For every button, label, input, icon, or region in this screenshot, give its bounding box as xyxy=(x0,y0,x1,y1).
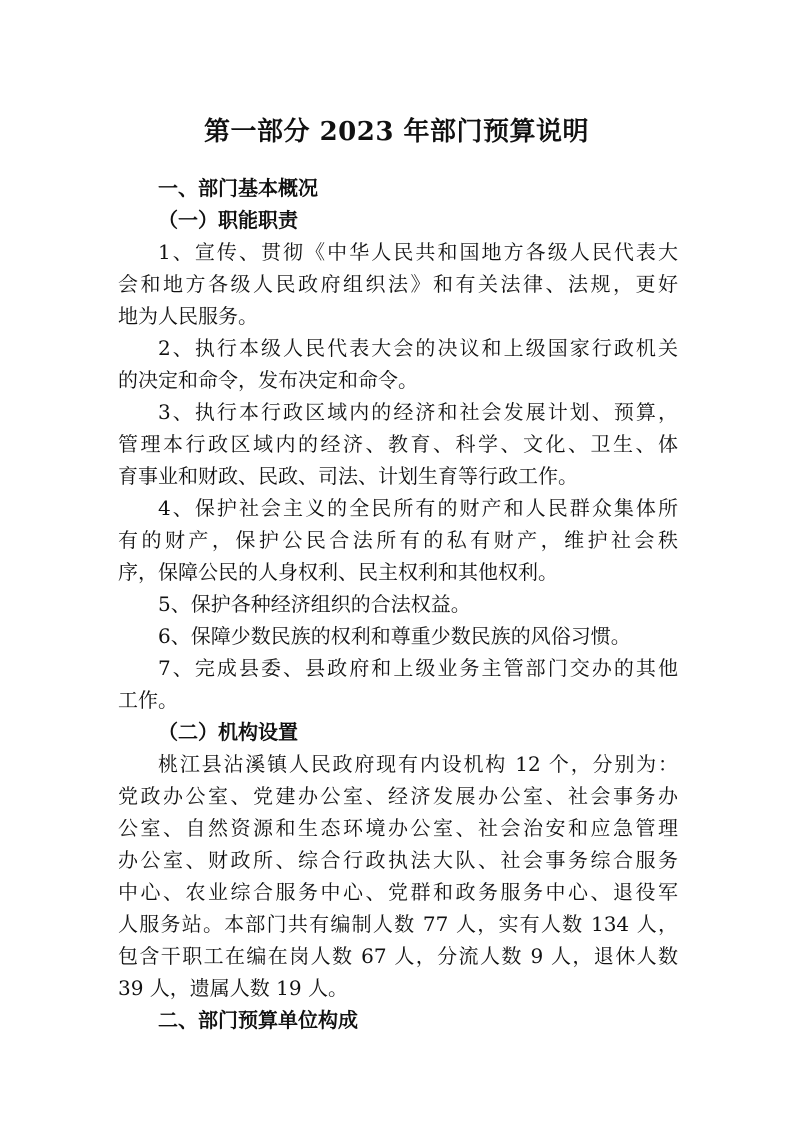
duty-item-5 xyxy=(118,588,678,620)
duty-item-7 xyxy=(118,652,678,716)
section-heading-budget-units: 二、部门预算单位构成 xyxy=(158,1008,358,1032)
subsection-heading-duties: （一）职能职责 xyxy=(158,208,298,232)
paragraph-line: 人服务站。本部门共有编制人数 77 人，实有人数 134 人， xyxy=(118,912,678,936)
organization-paragraph xyxy=(118,748,678,1004)
paragraph-line: 地为人民服务。 xyxy=(118,304,258,328)
paragraph-line: 工作。 xyxy=(118,688,178,712)
paragraph-line: 育事业和财政、民政、司法、计划生育等行政工作。 xyxy=(118,464,578,488)
paragraph-line: 公室、自然资源和生态环境办公室、社会治安和应急管理 xyxy=(118,816,678,840)
paragraph-line: 的决定和命令，发布决定和命令。 xyxy=(118,368,418,392)
paragraph-line: 7、完成县委、县政府和上级业务主管部门交办的其他 xyxy=(158,656,678,680)
duty-item-2 xyxy=(118,332,678,396)
paragraph-line: 管理本行政区域内的经济、教育、科学、文化、卫生、体 xyxy=(118,432,678,456)
duty-item-3 xyxy=(118,396,678,492)
paragraph-line: 5、保护各种经济组织的合法权益。 xyxy=(158,592,471,616)
paragraph-line: 党政办公室、党建办公室、经济发展办公室、社会事务办 xyxy=(118,784,678,808)
paragraph-line: 序，保障公民的人身权利、民主权利和其他权利。 xyxy=(118,560,558,584)
duty-item-6 xyxy=(118,620,678,652)
paragraph-line: 办公室、财政所、综合行政执法大队、社会事务综合服务 xyxy=(118,848,678,872)
section-heading-overview: 一、部门基本概况 xyxy=(158,176,318,200)
document-body xyxy=(118,172,678,1036)
paragraph-line: 4、保护社会主义的全民所有的财产和人民群众集体所 xyxy=(158,496,678,520)
document-title: 第一部分 2023 年部门预算说明 xyxy=(204,117,589,147)
duty-item-1 xyxy=(118,236,678,332)
subsection-heading-organization: （二）机构设置 xyxy=(158,720,298,744)
paragraph-line: 2、执行本级人民代表大会的决议和上级国家行政机关 xyxy=(158,336,678,360)
paragraph-line: 桃江县沾溪镇人民政府现有内设机构 12 个，分别为： xyxy=(158,752,678,776)
paragraph-line: 3、执行本行政区域内的经济和社会发展计划、预算， xyxy=(158,400,678,424)
paragraph-line: 1、宣传、贯彻《中华人民共和国地方各级人民代表大 xyxy=(158,240,678,264)
paragraph-line: 会和地方各级人民政府组织法》和有关法律、法规，更好 xyxy=(118,272,678,296)
paragraph-line: 中心、农业综合服务中心、党群和政务服务中心、退役军 xyxy=(118,880,678,904)
duty-item-4 xyxy=(118,492,678,588)
paragraph-line: 有的财产，保护公民合法所有的私有财产，维护社会秩 xyxy=(118,528,678,552)
paragraph-line: 39 人，遗属人数 19 人。 xyxy=(118,976,348,1000)
paragraph-line: 包含干职工在编在岗人数 67 人，分流人数 9 人，退休人数 xyxy=(118,944,678,968)
paragraph-line: 6、保障少数民族的权利和尊重少数民族的风俗习惯。 xyxy=(158,624,631,648)
